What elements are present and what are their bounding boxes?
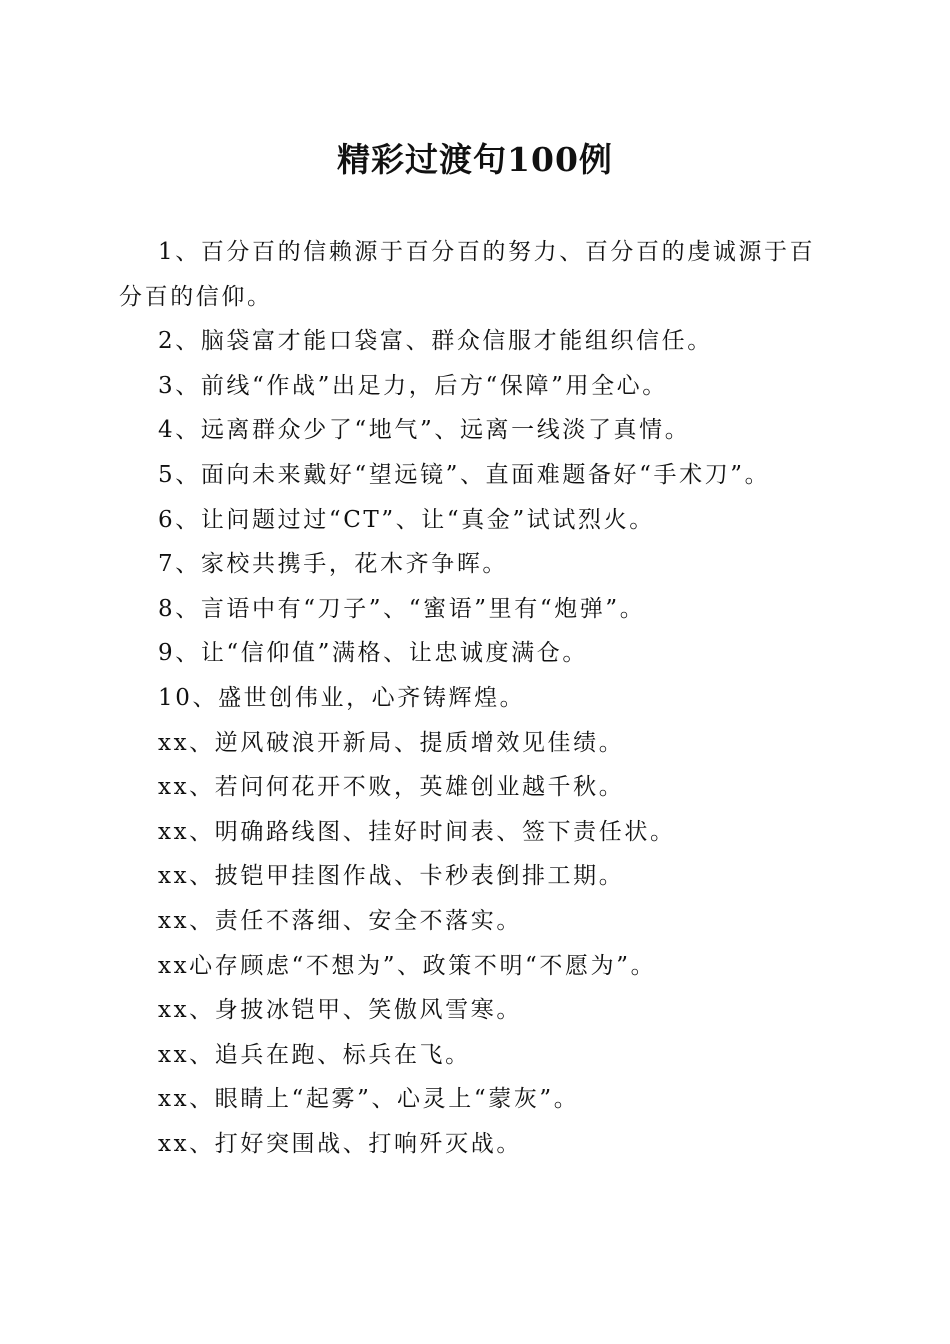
paragraph-6: 6、让问题过过“CT”、让“真金”试试烈火。 <box>158 506 655 533</box>
document-title: 精彩过渡句100例 <box>337 140 613 179</box>
paragraph-15: xx、责任不落细、安全不落实。 <box>158 907 522 934</box>
paragraph-11: xx、逆风破浪开新局、提质增效见佳绩。 <box>158 729 625 756</box>
paragraph-5: 5、面向未来戴好“望远镜”、直面难题备好“手术刀”。 <box>158 461 771 488</box>
paragraph-20: xx、打好突围战、打响歼灭战。 <box>158 1130 522 1157</box>
paragraph-17: xx、身披冰铠甲、笑傲风雪寒。 <box>158 997 522 1024</box>
paragraph-16: xx心存顾虑“不想为”、政策不明“不愿为”。 <box>158 952 657 979</box>
paragraph-10: 10、盛世创伟业，心齐铸辉煌。 <box>158 684 526 711</box>
paragraph-9: 9、让“信仰值”满格、让忠诚度满仓。 <box>158 640 588 667</box>
paragraph-1: 1、百分百的信赖源于百分百的努力、百分百的虔诚源于百分百的信仰。 <box>119 239 816 310</box>
paragraph-19: xx、眼睛上“起雾”、心灵上“蒙灰”。 <box>158 1086 580 1113</box>
paragraph-14: xx、披铠甲挂图作战、卡秒表倒排工期。 <box>158 863 625 890</box>
paragraph-2: 2、脑袋富才能口袋富、群众信服才能组织信任。 <box>158 328 713 355</box>
paragraph-3: 3、前线“作战”出足力，后方“保障”用全心。 <box>158 372 668 399</box>
paragraph-12: xx、若问何花开不败，英雄创业越千秋。 <box>158 774 625 801</box>
paragraph-4: 4、远离群众少了“地气”、远离一线淡了真情。 <box>158 417 691 444</box>
document-body <box>119 230 831 1166</box>
paragraph-8: 8、言语中有“刀子”、“蜜语”里有“炮弹”。 <box>158 595 646 622</box>
paragraph-18: xx、追兵在跑、标兵在飞。 <box>158 1041 471 1068</box>
paragraph-7: 7、家校共携手，花木齐争晖。 <box>158 551 509 578</box>
paragraph-13: xx、明确路线图、挂好时间表、签下责任状。 <box>158 818 676 845</box>
